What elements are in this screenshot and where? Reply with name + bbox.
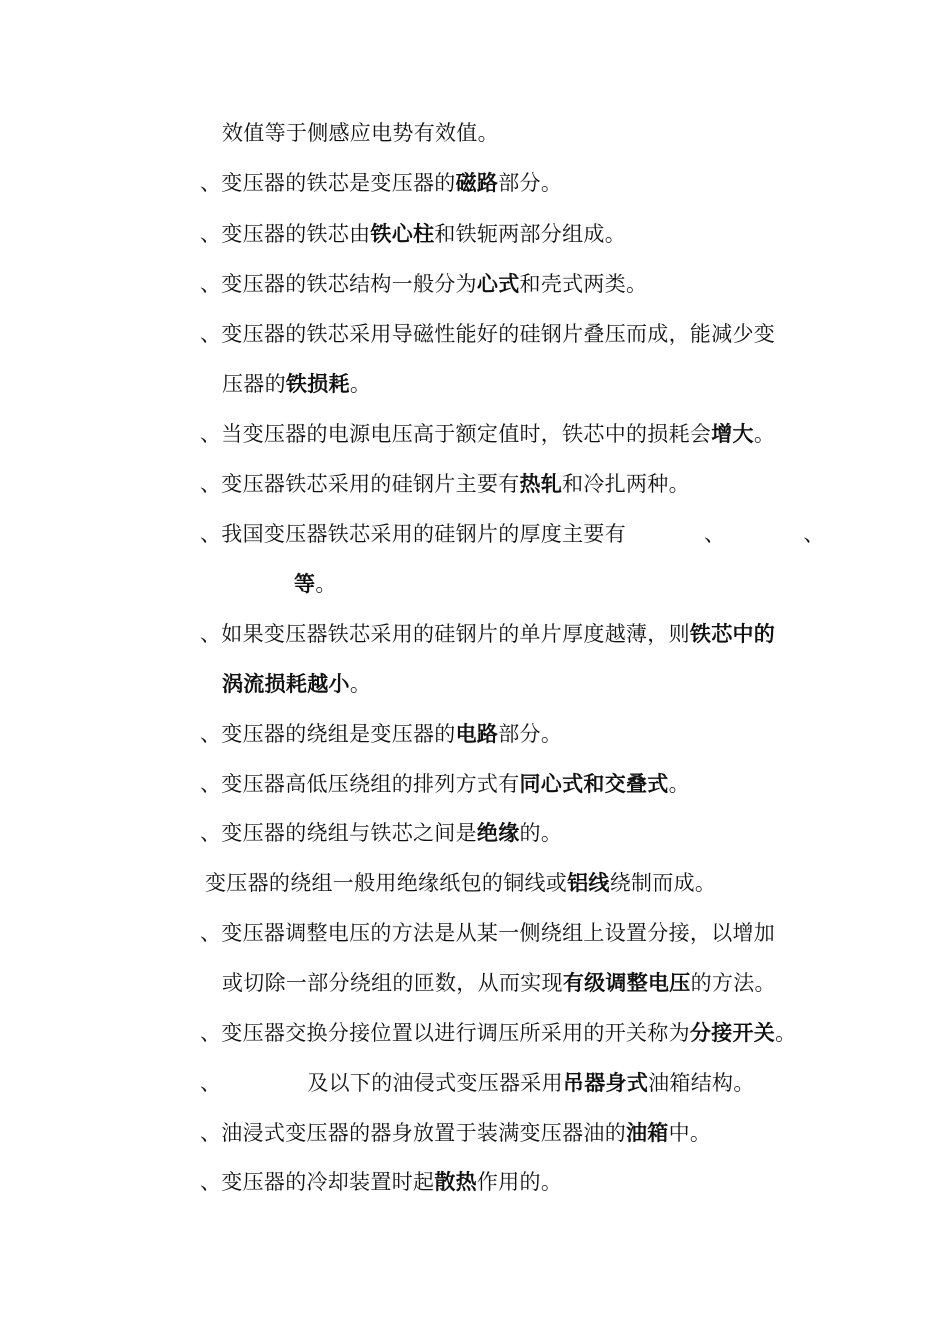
answer-text: 磁路: [455, 171, 499, 195]
line-text: 压器的: [222, 372, 286, 396]
line-text: 。: [349, 672, 372, 696]
text-line: [200, 818, 562, 848]
line-text: 。: [315, 572, 337, 596]
line-text: 、变压器的铁芯采用导磁性能好的硅钢片叠压而成，能减少变: [200, 322, 776, 346]
answer-text: 涡流损耗越小: [222, 672, 350, 696]
text-line: [200, 469, 690, 499]
answer-text: 同心式和交叠式: [519, 772, 669, 796]
answer-text: 有级调整电压: [562, 971, 691, 995]
answer-text: 铁损耗: [285, 372, 350, 396]
answer-text: 铝线: [567, 871, 610, 895]
line-text: 效值等于侧感应电势有效值。: [222, 121, 499, 145]
line-text: 、: [200, 1071, 222, 1095]
text-line: [222, 118, 499, 148]
text-line: [200, 269, 647, 299]
line-text: 部分。: [498, 722, 563, 746]
text-line: [294, 569, 337, 599]
text-line: [205, 868, 716, 898]
text-line: [200, 1167, 562, 1197]
text-line: [200, 319, 775, 349]
line-text: 、如果变压器铁芯采用的硅钢片的单片厚度越薄，则: [200, 622, 690, 646]
line-text: 和冷扎两种。: [562, 472, 690, 496]
answer-text: 吊器身式: [562, 1071, 649, 1095]
text-line: [222, 369, 371, 399]
line-text: 、变压器的铁芯是变压器的: [200, 171, 456, 195]
line-text: 和壳式两类。: [519, 272, 648, 296]
line-text: 。: [349, 372, 372, 396]
line-text: 、变压器调整电压的方法是从某一侧绕组上设置分接，以增加: [200, 921, 776, 945]
line-text: 部分。: [498, 171, 563, 195]
text-line: [222, 669, 371, 699]
line-text: 。: [753, 422, 776, 446]
answer-text: 分接开关: [689, 1021, 776, 1045]
text-line: [200, 1118, 711, 1148]
line-text: 及以下的油侵式变压器采用: [307, 1071, 563, 1095]
line-text: 、变压器的冷却装置时起: [200, 1170, 435, 1194]
line-text: 、变压器的铁芯由: [200, 222, 371, 246]
line-text: 变压器的绕组一般用绝缘纸包的铜线或: [205, 871, 568, 895]
text-line: [200, 1068, 755, 1098]
answer-text: 电路: [455, 722, 499, 746]
line-text: 和铁轭两部分组成。: [434, 222, 627, 246]
text-line: [200, 1018, 796, 1048]
text-line: [200, 918, 775, 948]
line-text: 、当变压器的电源电压高于额定值时，铁芯中的损耗会: [200, 422, 712, 446]
line-text: 的。: [519, 821, 563, 845]
line-text: 。: [668, 772, 690, 796]
line-text: 、变压器的绕组是变压器的: [200, 722, 456, 746]
line-text: 、我国变压器铁芯采用的硅钢片的厚度主要有: [200, 522, 626, 546]
text-line: [200, 168, 562, 198]
line-text: 或切除一部分绕组的匝数，从而实现: [222, 971, 563, 995]
answer-text: 热轧: [519, 472, 563, 496]
line-text: 油箱结构。: [648, 1071, 755, 1095]
answer-text: 绝缘: [476, 821, 520, 845]
answer-text: 铁心柱: [370, 222, 435, 246]
line-text: 、变压器的绕组与铁芯之间是: [200, 821, 477, 845]
line-text: 、变压器高低压绕组的排列方式有: [200, 772, 520, 796]
line-text: 、变压器铁芯采用的硅钢片主要有: [200, 472, 520, 496]
text-line: [222, 968, 776, 998]
answer-text: 等: [294, 572, 316, 596]
line-text: 。: [775, 1021, 797, 1045]
text-line: [200, 419, 775, 449]
line-text: 作用的。: [476, 1170, 563, 1194]
line-text: 中。: [668, 1121, 712, 1145]
line-text: 的方法。: [690, 971, 776, 995]
answer-text: 心式: [476, 272, 520, 296]
answer-text: 散热: [434, 1170, 477, 1194]
text-line: [200, 719, 562, 749]
line-text: 、: [803, 522, 825, 546]
text-line: [200, 769, 690, 799]
line-text: 绕制而成。: [609, 871, 717, 895]
text-line: [200, 219, 626, 249]
answer-text: 增大: [711, 422, 754, 446]
text-line: [200, 519, 825, 549]
line-text: 、: [704, 522, 726, 546]
line-text: 、变压器交换分接位置以进行调压所采用的开关称为: [200, 1021, 690, 1045]
line-text: 、油浸式变压器的器身放置于装满变压器油的: [200, 1121, 626, 1145]
answer-text: 铁芯中的: [689, 622, 776, 646]
line-text: 、变压器的铁芯结构一般分为: [200, 272, 477, 296]
answer-text: 油箱: [626, 1121, 669, 1145]
text-line: [200, 619, 775, 649]
